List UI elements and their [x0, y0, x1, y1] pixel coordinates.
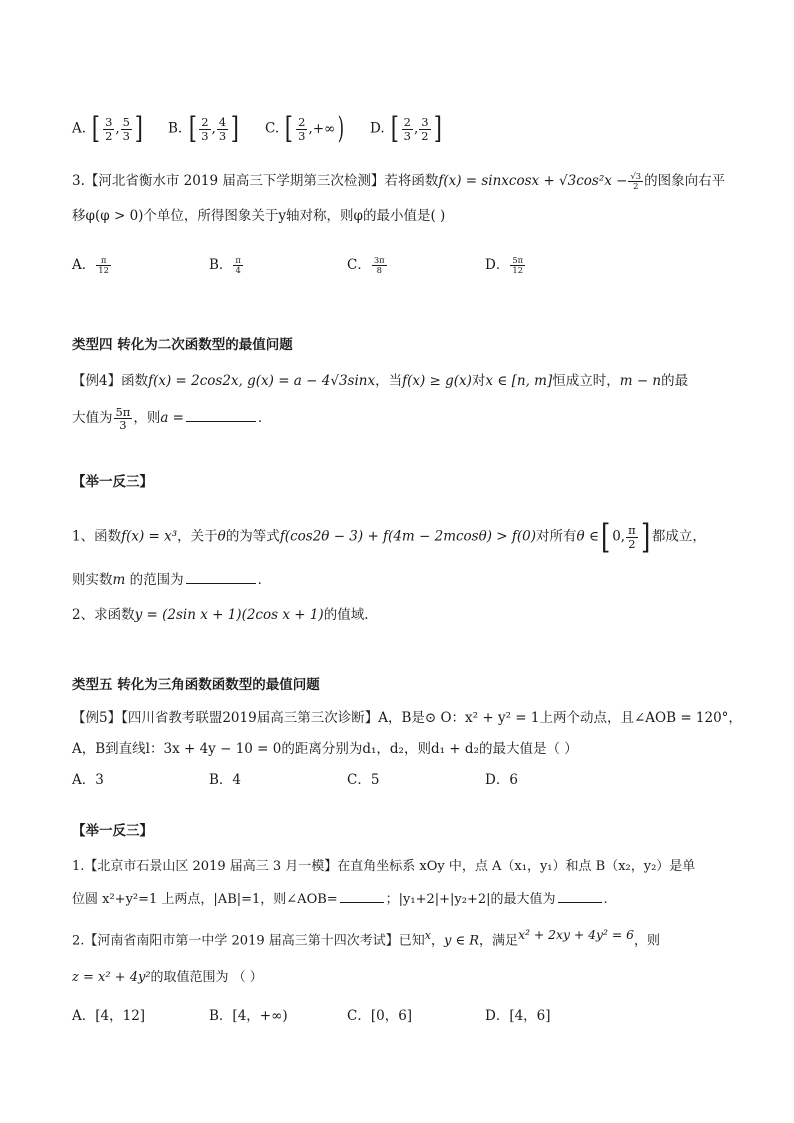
- practice2-q1-line2: 位圆 x²+y²=1 上两点，|AB|=1，则∠AOB= ；|y₁+2|+|y₂+2|的最大值为 .: [72, 892, 608, 907]
- example5-line2: A，B到直线l：3x + 4y − 10 = 0的距离分别为d₁，d₂，则d₁ + d₂的最大值是（ ）: [72, 741, 578, 757]
- q3-line1: 3.【河北省衡水市 2019 届高三下学期第三次检测】若将函数f(x) = sinxcosx + √3cos²x − $\frac{√3}{2}$ 的图象向右平: [72, 171, 726, 191]
- example4-line2: 大值为 $\frac{5\pi}{3}$ ，则a = ．: [72, 405, 272, 433]
- q3-source: 3.【河北省衡水市 2019 届高三下学期第三次检测】若将函数: [72, 172, 439, 189]
- q3-line2: 移φ(φ > 0)个单位，所得图象关于y轴对称，则φ的最小值是( ): [72, 208, 446, 224]
- q3-option-d: D． $\frac{5\pi}{12}$: [485, 255, 524, 275]
- practice2-option-b: B．[4，+∞): [209, 1008, 288, 1024]
- q3-option-b: B． $\frac{\pi}{4}$: [209, 255, 241, 275]
- practice2-option-d: D．[4，6]: [485, 1008, 551, 1024]
- practice2-q1-blank2: [558, 890, 602, 903]
- practice1-heading: 【举一反三】: [72, 474, 153, 490]
- practice2-q1-blank1: [340, 890, 384, 903]
- q2-option-a: A. [ $\frac{3}{2}$ , $\frac{5}{3}$ ]: [72, 111, 143, 146]
- type5-heading: 类型五 转化为三角函数函数型的最值问题: [72, 677, 320, 693]
- practice1-answer-blank: [186, 571, 256, 584]
- practice1-q1-line1: 1、函数f(x) = x³，关于θ的为等式f(cos2θ − 3) + f(4m − 2mcosθ) > f(0)对所有θ ∈[ 0, $\frac{\pi}{2}$ ] 都成立，: [72, 517, 706, 557]
- example5-option-c: C．5: [347, 772, 380, 788]
- example5-line1: 【例5】【四川省教考联盟2019届高三第三次诊断】A，B是⊙ O：x² + y² = 1上两个动点，且∠AOB = 120°，: [72, 710, 742, 726]
- q2-option-b: B. [ $\frac{2}{3}$ , $\frac{4}{3}$ ]: [168, 111, 240, 146]
- q2-option-d: D. [ $\frac{2}{3}$ , $\frac{3}{2}$ ]: [370, 111, 442, 146]
- practice2-option-a: A．[4，12]: [72, 1008, 146, 1024]
- practice2-q1-line1: 1.【北京市石景山区 2019 届高三 3 月一模】在直角坐标系 xOy 中，点 A（x₁，y₁）和点 B（x₂，y₂）是单: [72, 859, 696, 874]
- q3-function: f(x) = sinxcosx + √3cos²x −: [438, 172, 628, 189]
- example5-option-b: B．4: [209, 772, 242, 788]
- example4-answer-blank: [186, 409, 256, 422]
- example5-option-a: A．3: [72, 772, 104, 788]
- q3-fraction: $\frac{√3}{2}$: [630, 171, 642, 191]
- practice2-heading: 【举一反三】: [72, 823, 153, 839]
- practice1-q1-line2: 则实数m 的范围为 ．: [72, 572, 272, 588]
- q3-option-c: C． $\frac{3\pi}{8}$: [347, 255, 385, 275]
- type4-heading: 类型四 转化为二次函数型的最值问题: [72, 337, 293, 353]
- practice2-option-c: C．[0，6]: [347, 1008, 413, 1024]
- example4-line1: 【例4】函数f(x) = 2cos2x, g(x) = a − 4√3sinx，当f(x) ≥ g(x)对x ∈ [n, m]恒成立时，m − n的最: [72, 373, 689, 389]
- practice1-q2: 2、求函数y = (2sin x + 1)(2cos x + 1)的值域.: [72, 607, 369, 623]
- practice2-q2-line2: z = x² + 4y²的取值范围为 （ ）: [72, 970, 263, 985]
- q2-option-c: C. [ $\frac{2}{3}$ ,+∞): [265, 111, 345, 146]
- practice2-q2-line1: 2.【河南省南阳市第一中学 2019 届高三第十四次考试】已知x，y ∈ R，满足x² + 2xy + 4y² = 6，则: [72, 928, 660, 949]
- q3-option-a: A． $\frac{\pi}{12}$: [72, 255, 109, 275]
- example5-option-d: D．6: [485, 772, 518, 788]
